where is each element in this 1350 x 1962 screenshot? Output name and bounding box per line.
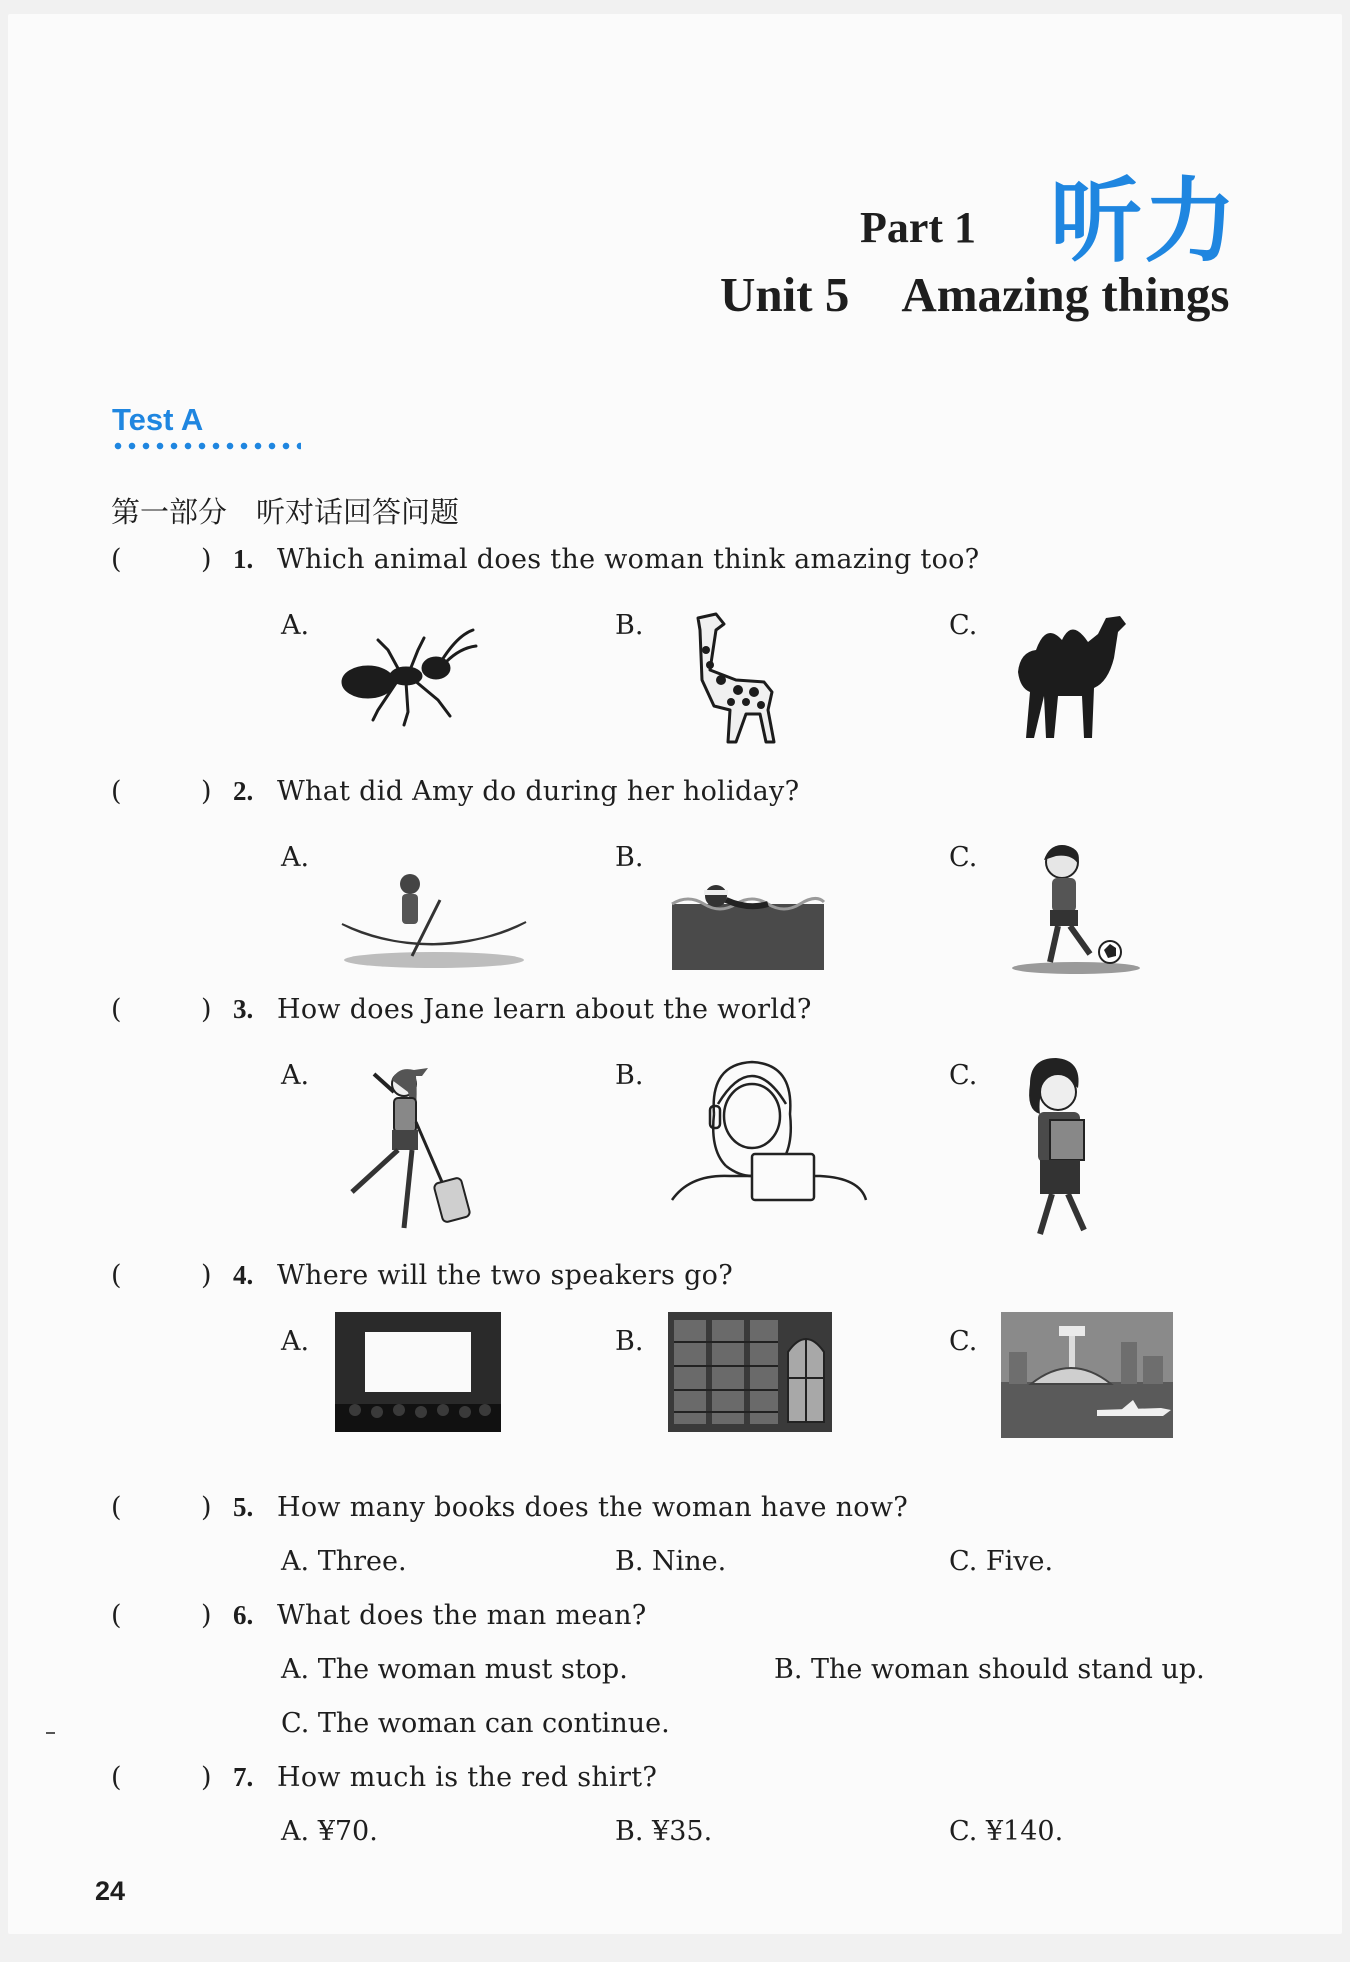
answer-paren-close: ) (201, 1762, 212, 1793)
option-letter: A. (281, 1546, 310, 1577)
option-letter: A. (281, 1816, 310, 1847)
option-letter: C. (949, 610, 978, 641)
option-b (615, 1816, 712, 1847)
option-b (615, 1546, 726, 1577)
dotted-underline (111, 442, 301, 450)
option-letter: C. (949, 842, 978, 873)
answer-paren-close: ) (201, 1492, 212, 1523)
option-text: Three. (317, 1546, 407, 1577)
option-letter: A. (281, 1326, 310, 1357)
answer-paren-open: ( (111, 1600, 122, 1631)
answer-paren-open: ( (111, 1260, 122, 1291)
unit-name: Amazing things (901, 267, 1230, 322)
unit-title (720, 266, 1229, 323)
airport-image (1001, 1312, 1173, 1438)
girl-travelling-image (338, 1062, 488, 1238)
girl-reading-book-image (1004, 1054, 1108, 1244)
option-letter: B. (615, 1060, 644, 1091)
camel-image (1010, 612, 1132, 740)
answer-paren-open: ( (111, 1762, 122, 1793)
answer-paren-close: ) (201, 776, 212, 807)
option-letter: C. (949, 1060, 978, 1091)
option-c (949, 1816, 1063, 1847)
option-a (281, 1546, 407, 1577)
option-a (281, 1816, 378, 1847)
ant-image (338, 620, 478, 730)
option-letter: B. (615, 842, 644, 873)
option-text: ¥35. (652, 1816, 713, 1847)
question-number: 3. (233, 994, 254, 1024)
cinema-image (335, 1312, 501, 1432)
part-title-chinese: 听力 (1050, 168, 1239, 275)
question-text: Which animal does the woman think amazing too? (277, 544, 980, 575)
answer-paren-open: ( (111, 776, 122, 807)
question-number: 7. (233, 1762, 254, 1792)
option-letter: B. (774, 1654, 803, 1685)
question-text: What did Amy do during her holiday? (277, 776, 800, 807)
question-text: What does the man mean? (277, 1600, 647, 1631)
option-text: The woman should stand up. (811, 1654, 1205, 1685)
option-letter: A. (281, 1060, 310, 1091)
workbook-page (8, 14, 1342, 1934)
question-text: How many books does the woman have now? (277, 1492, 909, 1523)
girl-with-headphones-image (670, 1054, 868, 1206)
answer-paren-close: ) (201, 994, 212, 1025)
option-a (281, 1654, 628, 1685)
question-number: 4. (233, 1260, 254, 1290)
boy-swimming-image (668, 874, 828, 972)
option-letter: A. (281, 842, 310, 873)
part-label: Part 1 (860, 203, 977, 252)
option-text: The woman can continue. (317, 1708, 670, 1739)
option-letter: B. (615, 1816, 644, 1847)
question-text: How does Jane learn about the world? (277, 994, 812, 1025)
library-image (668, 1312, 832, 1432)
option-letter: C. (949, 1326, 978, 1357)
option-letter: B. (615, 1326, 644, 1357)
option-text: Nine. (652, 1546, 727, 1577)
answer-paren-open: ( (111, 994, 122, 1025)
giraffe-image (676, 610, 781, 745)
option-text: ¥70. (317, 1816, 378, 1847)
question-number: 1. (233, 544, 254, 574)
test-label: Test A (112, 402, 204, 437)
option-letter: C. (949, 1816, 978, 1847)
answer-paren-close: ) (201, 1600, 212, 1631)
option-letter: A. (281, 1654, 310, 1685)
girl-playing-football-image (1006, 840, 1146, 978)
question-text: How much is the red shirt? (277, 1762, 658, 1793)
option-letter: C. (281, 1708, 310, 1739)
answer-paren-open: ( (111, 544, 122, 575)
margin-mark (46, 1732, 55, 1734)
option-letter: C. (949, 1546, 978, 1577)
section-heading: 第一部分 听对话回答问题 (111, 495, 460, 529)
option-c (949, 1546, 1053, 1577)
option-text: ¥140. (985, 1816, 1064, 1847)
question-text: Where will the two speakers go? (277, 1260, 733, 1291)
page-number: 24 (95, 1876, 126, 1906)
question-number: 2. (233, 776, 254, 806)
option-letter: B. (615, 1546, 644, 1577)
option-b (774, 1654, 1205, 1685)
option-text: Five. (985, 1546, 1054, 1577)
girl-rowing-boat-image (340, 870, 528, 970)
question-number: 5. (233, 1492, 254, 1522)
answer-paren-close: ) (201, 544, 212, 575)
option-letter: A. (281, 610, 310, 641)
answer-paren-close: ) (201, 1260, 212, 1291)
option-text: The woman must stop. (317, 1654, 628, 1685)
answer-paren-open: ( (111, 1492, 122, 1523)
option-c (281, 1708, 670, 1739)
unit-number: Unit 5 (720, 267, 850, 322)
option-letter: B. (615, 610, 644, 641)
question-number: 6. (233, 1600, 254, 1630)
